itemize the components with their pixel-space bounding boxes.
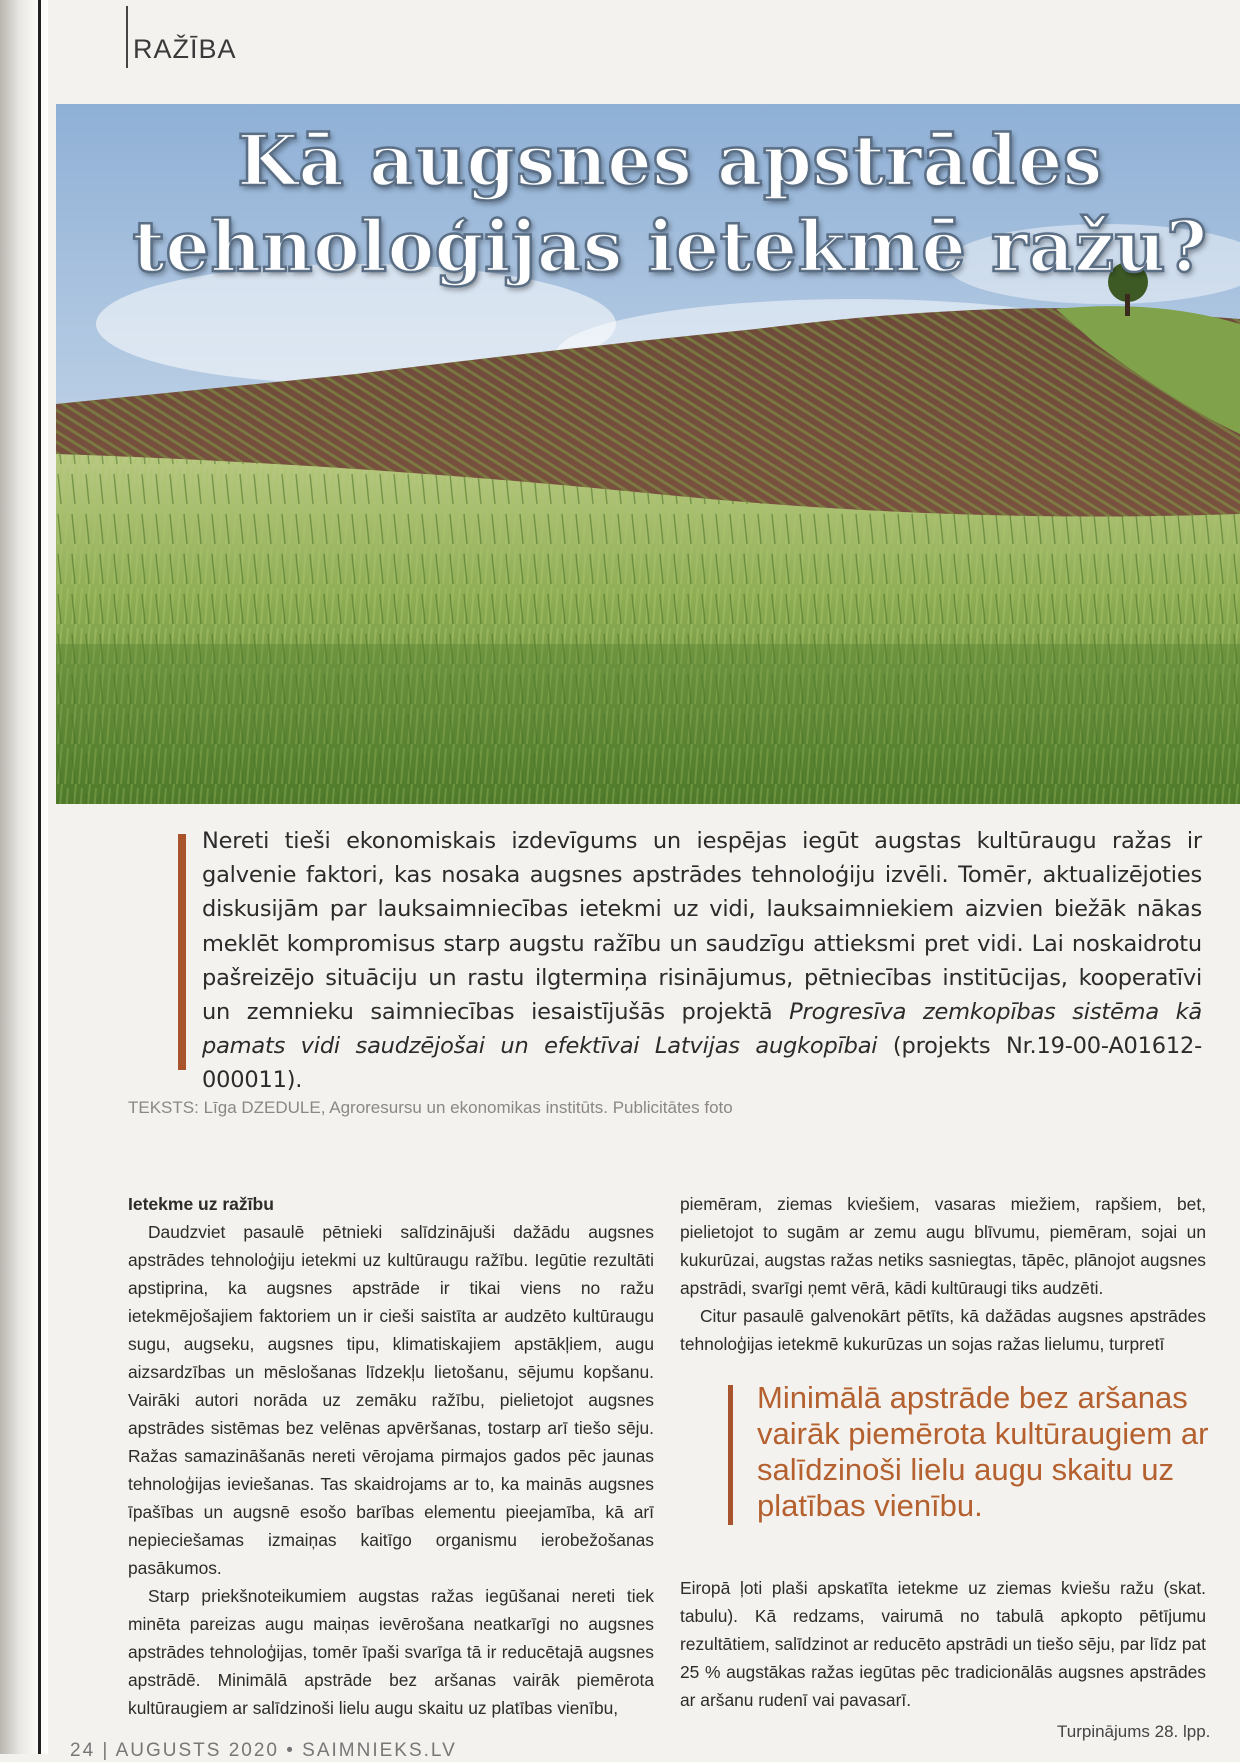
article-title [100, 118, 1240, 290]
body-column-right-top [680, 1190, 1206, 1358]
page-binding-edge [0, 0, 48, 1754]
lead-accent-bar [178, 834, 186, 1070]
page-folio: 24 | AUGUSTS 2020 • SAIMNIEKS.LV [70, 1740, 457, 1761]
article-title-line-2: tehnoloģijas ietekmē ražu? [132, 205, 1208, 288]
continued-note: Turpinājums 28. lpp. [1057, 1722, 1211, 1741]
body-paragraph: piemēram, ziemas kviešiem, vasaras miežiem, rapšiem, bet, pielietojot to sugām ar zemu augu blīvumu, piemēram, sojai un kukurūzai, augstas ražas netiks sasniegtas, tāpēc, plānojot augsnes apstrādi, svarīgi ņemt vērā, kādi kultūraugi tiks audzēti. [680, 1194, 1206, 1298]
subheading: Ietekme uz ražību [128, 1194, 274, 1214]
author-credit: TEKSTS: Līga DZEDULE, Agroresursu un ekonomikas institūts. Publicitātes foto [128, 1098, 733, 1117]
lead-paragraph [202, 824, 1202, 1098]
section-label: RAŽĪBA [133, 34, 237, 64]
body-column-right-bottom [680, 1574, 1206, 1714]
lead-text: Nereti tieši ekonomiskais izdevīgums un iespējas iegūt augstas kultūraugu ražas ir galvenie faktori, kas nosaka augsnes apstrādes tehnoloģiju izvēli. Tomēr, aktualizējoties diskusijām par lauksaimniecības ietekmi uz vidi, lauksaimniekiem aizvien biežāk nākas meklēt kompromisus starp augstu ražību un saudzīgu attieksmi pret vidi. Lai noskaidrotu pašreizējo situāciju un rastu ilgtermiņa risinājumus, pētniecības institūcijas, kooperatīvi un zemnieku saimniecības iesaistījušās projektā [202, 828, 1202, 1026]
pullquote-accent-bar [728, 1385, 733, 1525]
lead-text-end: (projekts Nr.19-00-A01612-000011). [202, 1033, 1203, 1094]
body-paragraph: Eiropā ļoti plaši apskatīta ietekme uz ziemas kviešu ražu (skat. tabulu). Kā redzams, vairumā no tabulā apkopto pētījumu rezultātiem, salīdzinot ar reducēto apstrādi un tiešo sēju, par līdz pat 25 % augstākas ražas iegūtas pēc tradicionālās augsnes apstrādes ar aršanu rudenī vai pavasarī. [680, 1578, 1206, 1710]
body-paragraph: Daudzviet pasaulē pētnieki salīdzinājuši dažādu augsnes apstrādes tehnoloģiju ietekmi uz kultūraugu ražību. Iegūtie rezultāti apstiprina, ka augsnes apstrāde ir tikai viens no ražu ietekmējošajiem faktoriem un ir cieši saistīta ar audzēto kultūraugu sugu, augseku, augsnes tipu, klimatiskajiem apstākļiem, augu aizsardzības un mēslošanas līdzekļu lietošanu, sējumu kopšanu. Vairāki autori norāda uz zemāku ražību, pielietojot augsnes apstrādes sistēmas bez velēnas apvēršanas, tostarp arī tiešo sēju. Ražas samazināšanās nereti vērojama pirmajos gados pēc jaunas tehnoloģijas ieviešanas. Tas skaidrojams ar to, ka mainās augsnes īpašības un augsnē esošo barības elementu pieejamība, kā arī nepieciešamas izmaiņas kaitīgo organismu ierobežošanas pasākumos. [128, 1222, 654, 1578]
lead-project-title: Progresīva zemkopības sistēma kā pamats vidi saudzējošai un efektīvai Latvijas augkopībai [202, 999, 1202, 1060]
article-title-line-1: Kā augsnes apstrādes [237, 119, 1103, 202]
body-paragraph: Starp priekšnoteikumiem augstas ražas iegūšanai nereti tiek minēta pareizas augu maiņas ievērošana neatkarīgi no augsnes apstrādes tehnoloģijas, tomēr īpaši svarīga tā ir reducētajā augsnes apstrādē. Minimālā apstrāde bez aršanas vairāk piemērota kultūraugiem ar salīdzinoši lielu augu skaitu uz platības vienību, [128, 1586, 654, 1718]
pullquote: Minimālā apstrāde bez aršanas vairāk piemērota kultūraugiem ar salīdzinoši lielu augu skaitu uz platības vienību. [757, 1380, 1209, 1523]
body-column-left [128, 1190, 654, 1722]
header-rule [126, 6, 128, 68]
body-paragraph: Citur pasaulē galvenokārt pētīts, kā dažādas augsnes apstrādes tehnoloģijas ietekmē kukurūzas un sojas ražas lielumu, turpretī [680, 1306, 1206, 1354]
